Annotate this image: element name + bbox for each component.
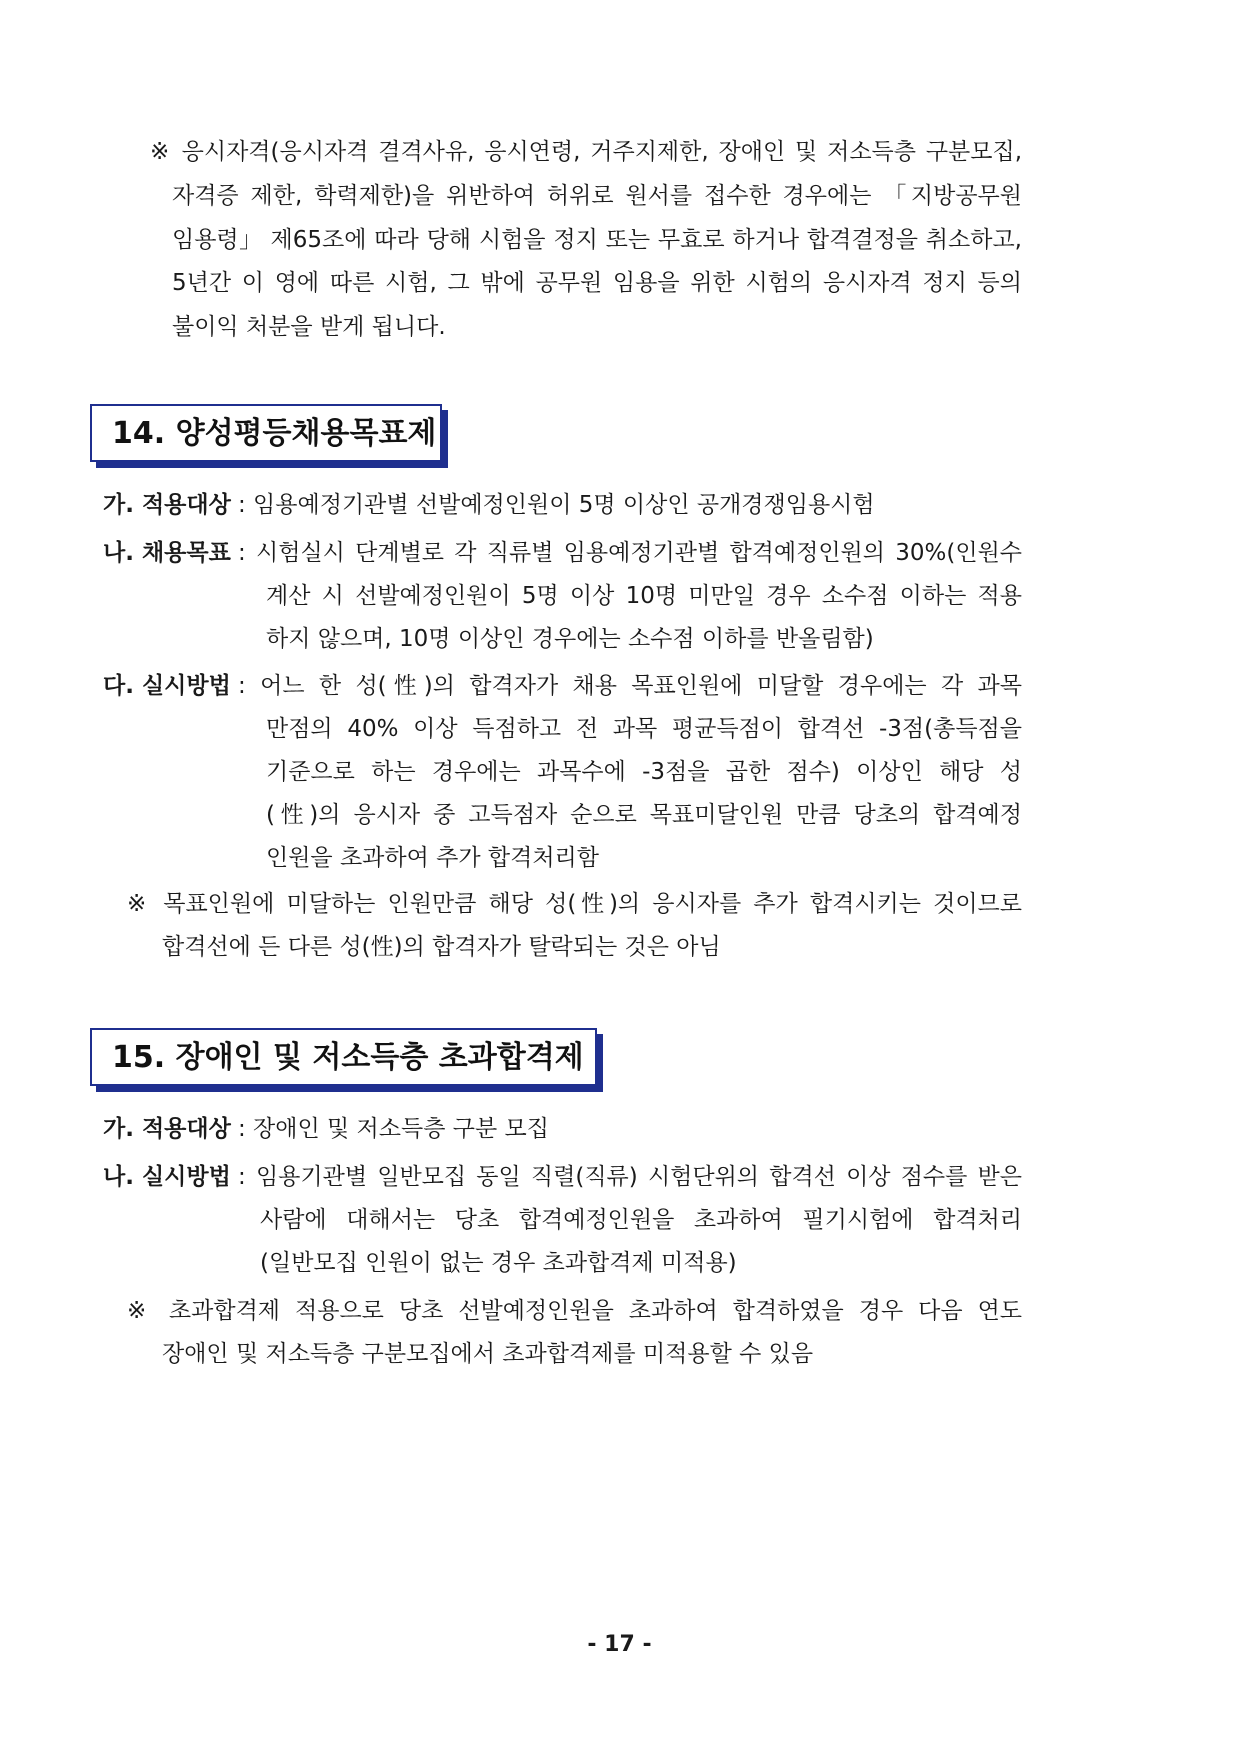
section-14-item-text: : 어느 한 성(性)의 합격자가 채용 목표인원에 미달할 경우에는 각 과목	[238, 673, 1022, 699]
notice-line: ※ 응시자격(응시자격 결격사유, 응시연령, 거주지제한, 장애인 및 저소득층 구분모집,	[150, 139, 1022, 165]
section-15-item-text: : 장애인 및 저소득층 구분 모집	[238, 1116, 549, 1142]
section-15-note-line: ※ 초과합격제 적용으로 당초 선발예정인원을 초과하여 합격하였을 경우 다음 연도	[127, 1298, 1022, 1324]
section-14-item-text: 하지 않으며, 10명 이상인 경우에는 소수점 이하를 반올림함)	[266, 626, 874, 652]
section-14-title: 14. 양성평등채용목표제	[112, 416, 437, 451]
section-15-note-line: 장애인 및 저소득층 구분모집에서 초과합격제를 미적용할 수 있음	[162, 1341, 814, 1367]
section-14-item-label: 나. 채용목표	[103, 540, 231, 566]
section-15-title: 15. 장애인 및 저소득층 초과합격제	[112, 1040, 584, 1075]
section-14-item-text: (性)의 응시자 중 고득점자 순으로 목표미달인원 만큼 당초의 합격예정	[266, 802, 1022, 828]
section-14-item-text: : 임용예정기관별 선발예정인원이 5명 이상인 공개경쟁임용시험	[238, 492, 875, 518]
section-14-item-text: 인원을 초과하여 추가 합격처리함	[266, 845, 599, 871]
section-15-item-text: : 임용기관별 일반모집 동일 직렬(직류) 시험단위의 합격선 이상 점수를 받은	[238, 1164, 1022, 1190]
page-number: - 17 -	[587, 1632, 652, 1657]
section-14-item-text: : 시험실시 단계별로 각 직류별 임용예정기관별 합격예정인원의 30%(인원수	[238, 540, 1022, 566]
notice-line: 5년간 이 영에 따른 시험, 그 밖에 공무원 임용을 위한 시험의 응시자격 정지 등의	[172, 270, 1022, 296]
section-14-item-label: 가. 적용대상	[103, 492, 231, 518]
notice-line: 임용령」 제65조에 따라 당해 시험을 정지 또는 무효로 하거나 합격결정을 취소하고,	[172, 227, 1022, 253]
section-14-note-line: 합격선에 든 다른 성(性)의 합격자가 탈락되는 것은 아님	[162, 934, 721, 960]
section-14-note-line: ※ 목표인원에 미달하는 인원만큼 해당 성(性)의 응시자를 추가 합격시키는 것이므로	[127, 891, 1022, 917]
section-15-item-label: 나. 실시방법	[103, 1164, 231, 1190]
section-15-item-text: 사람에 대해서는 당초 합격예정인원을 초과하여 필기시험에 합격처리	[260, 1207, 1022, 1233]
section-15-item-label: 가. 적용대상	[103, 1116, 231, 1142]
section-14-item-label: 다. 실시방법	[103, 673, 231, 699]
section-14-item-text: 계산 시 선발예정인원이 5명 이상 10명 미만일 경우 소수점 이하는 적용	[266, 583, 1022, 609]
section-15-item-text: (일반모집 인원이 없는 경우 초과합격제 미적용)	[260, 1250, 737, 1276]
section-14-item-text: 기준으로 하는 경우에는 과목수에 -3점을 곱한 점수) 이상인 해당 성	[266, 759, 1022, 785]
notice-line: 자격증 제한, 학력제한)을 위반하여 허위로 원서를 접수한 경우에는 「지방공무원	[172, 183, 1022, 209]
notice-line: 불이익 처분을 받게 됩니다.	[172, 314, 446, 340]
section-14-heading-box	[90, 404, 442, 462]
section-14-item-text: 만점의 40% 이상 득점하고 전 과목 평균득점이 합격선 -3점(총득점을	[266, 716, 1022, 742]
section-15-heading-box	[90, 1028, 597, 1086]
